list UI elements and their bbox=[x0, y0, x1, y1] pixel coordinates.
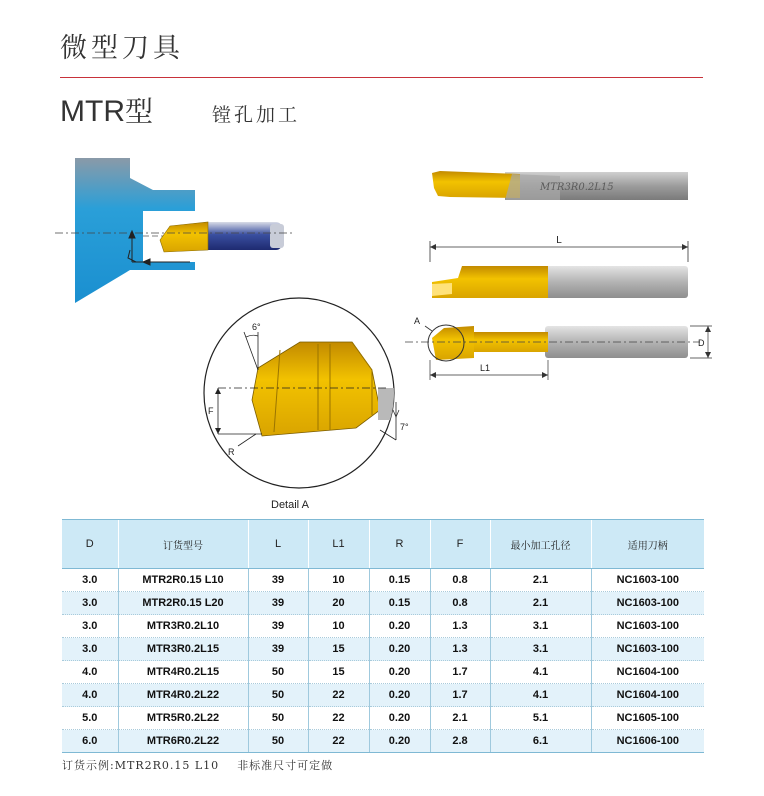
table-cell: 3.1 bbox=[490, 615, 591, 638]
table-cell: 10 bbox=[308, 615, 369, 638]
tool-photo bbox=[432, 171, 688, 200]
table-cell: MTR3R0.2L15 bbox=[118, 638, 248, 661]
header-cell: L1 bbox=[308, 520, 369, 569]
table-cell: 0.8 bbox=[430, 569, 490, 592]
table-cell: 6.0 bbox=[62, 730, 118, 753]
table-header-row bbox=[62, 520, 704, 569]
table-cell: 0.20 bbox=[369, 730, 430, 753]
table-cell: 22 bbox=[308, 707, 369, 730]
table-cell: 10 bbox=[308, 569, 369, 592]
table-cell: 2.8 bbox=[430, 730, 490, 753]
table-cell: MTR4R0.2L22 bbox=[118, 684, 248, 707]
table-cell: 4.0 bbox=[62, 661, 118, 684]
table-cell: 20 bbox=[308, 592, 369, 615]
table-cell: 50 bbox=[248, 730, 308, 753]
table-cell: 1.3 bbox=[430, 638, 490, 661]
detail-caption: Detail A bbox=[271, 499, 309, 511]
dim-label-R: R bbox=[228, 447, 235, 457]
table-cell: 2.1 bbox=[490, 592, 591, 615]
table-cell: 2.1 bbox=[490, 569, 591, 592]
table-row bbox=[62, 707, 704, 730]
table-cell: 39 bbox=[248, 638, 308, 661]
table-cell: NC1606-100 bbox=[591, 730, 704, 753]
table-cell: 1.3 bbox=[430, 615, 490, 638]
table-cell: MTR6R0.2L22 bbox=[118, 730, 248, 753]
table-cell: 0.20 bbox=[369, 684, 430, 707]
table-row bbox=[62, 661, 704, 684]
table-cell: 3.0 bbox=[62, 638, 118, 661]
table-cell: 3.0 bbox=[62, 615, 118, 638]
table-cell: NC1604-100 bbox=[591, 684, 704, 707]
header-cell: 订货型号 bbox=[118, 520, 248, 569]
table-cell: 0.20 bbox=[369, 615, 430, 638]
table-cell: 1.7 bbox=[430, 661, 490, 684]
table-cell: 39 bbox=[248, 569, 308, 592]
boring-bar-in-bore bbox=[160, 222, 284, 252]
table-cell: 1.7 bbox=[430, 684, 490, 707]
table-cell: 0.20 bbox=[369, 707, 430, 730]
table-cell: NC1603-100 bbox=[591, 615, 704, 638]
table-row bbox=[62, 730, 704, 753]
table-row bbox=[62, 592, 704, 615]
table-cell: 39 bbox=[248, 592, 308, 615]
dim-label-F: F bbox=[208, 406, 214, 416]
custom-size-note: 非标准尺寸可定做 bbox=[237, 759, 334, 772]
table-cell: 4.1 bbox=[490, 684, 591, 707]
table-cell: MTR3R0.2L10 bbox=[118, 615, 248, 638]
tool-side-view bbox=[430, 235, 688, 298]
table-cell: 0.15 bbox=[369, 569, 430, 592]
order-example-code: MTR2R0.15 L10 bbox=[114, 759, 220, 772]
table-row bbox=[62, 569, 704, 592]
table-cell: 0.15 bbox=[369, 592, 430, 615]
dim-label-D: D bbox=[698, 338, 705, 348]
table-cell: 0.8 bbox=[430, 592, 490, 615]
table-cell: 0.20 bbox=[369, 638, 430, 661]
header-cell: R bbox=[369, 520, 430, 569]
table-cell: MTR4R0.2L15 bbox=[118, 661, 248, 684]
detail-marker-A: A bbox=[414, 316, 421, 326]
table-cell: 15 bbox=[308, 661, 369, 684]
table-cell: NC1605-100 bbox=[591, 707, 704, 730]
header-cell: F bbox=[430, 520, 490, 569]
table-cell: 4.1 bbox=[490, 661, 591, 684]
table-body bbox=[62, 569, 704, 753]
model-suffix: 型 bbox=[124, 95, 153, 128]
table-cell: 5.0 bbox=[62, 707, 118, 730]
table-cell: 39 bbox=[248, 615, 308, 638]
table-cell: MTR2R0.15 L10 bbox=[118, 569, 248, 592]
dim-label-L: L bbox=[556, 235, 562, 246]
table-cell: 3.0 bbox=[62, 569, 118, 592]
table-cell: 22 bbox=[308, 684, 369, 707]
table-row bbox=[62, 615, 704, 638]
header-cell: 最小加工孔径 bbox=[490, 520, 591, 569]
table-cell: 22 bbox=[308, 730, 369, 753]
table-cell: 3.0 bbox=[62, 592, 118, 615]
header-cell: D bbox=[62, 520, 118, 569]
table-cell: 3.1 bbox=[490, 638, 591, 661]
header-cell: 适用刀柄 bbox=[591, 520, 704, 569]
model-code: MTR bbox=[60, 95, 125, 128]
table-cell: 5.1 bbox=[490, 707, 591, 730]
table-cell: MTR2R0.15 L20 bbox=[118, 592, 248, 615]
table-cell: 50 bbox=[248, 707, 308, 730]
angle-label-7deg: 7° bbox=[400, 422, 409, 432]
table-cell: 6.1 bbox=[490, 730, 591, 753]
model-subtitle: 镗孔加工 bbox=[212, 104, 301, 126]
table-cell: 0.20 bbox=[369, 661, 430, 684]
spec-table bbox=[62, 519, 704, 753]
table-cell: 4.0 bbox=[62, 684, 118, 707]
tool-dimension-view bbox=[405, 316, 712, 380]
table-row bbox=[62, 638, 704, 661]
table-cell: NC1603-100 bbox=[591, 592, 704, 615]
order-example-label: 订货示例: bbox=[62, 759, 115, 772]
table-cell: 50 bbox=[248, 661, 308, 684]
detail-a-view bbox=[204, 298, 409, 488]
table-cell: 2.1 bbox=[430, 707, 490, 730]
table-cell: MTR5R0.2L22 bbox=[118, 707, 248, 730]
table-row bbox=[62, 684, 704, 707]
table-cell: 15 bbox=[308, 638, 369, 661]
table-cell: NC1603-100 bbox=[591, 638, 704, 661]
page-title: 微型刀具 bbox=[60, 33, 184, 64]
tool-engraving: MTR3R0.2L15 bbox=[540, 182, 614, 193]
angle-label-6deg: 6° bbox=[252, 322, 261, 332]
order-example-note bbox=[62, 757, 333, 773]
table-cell: NC1604-100 bbox=[591, 661, 704, 684]
header-cell: L bbox=[248, 520, 308, 569]
table-cell: NC1603-100 bbox=[591, 569, 704, 592]
dim-label-L1: L1 bbox=[480, 363, 491, 373]
table-cell: 50 bbox=[248, 684, 308, 707]
